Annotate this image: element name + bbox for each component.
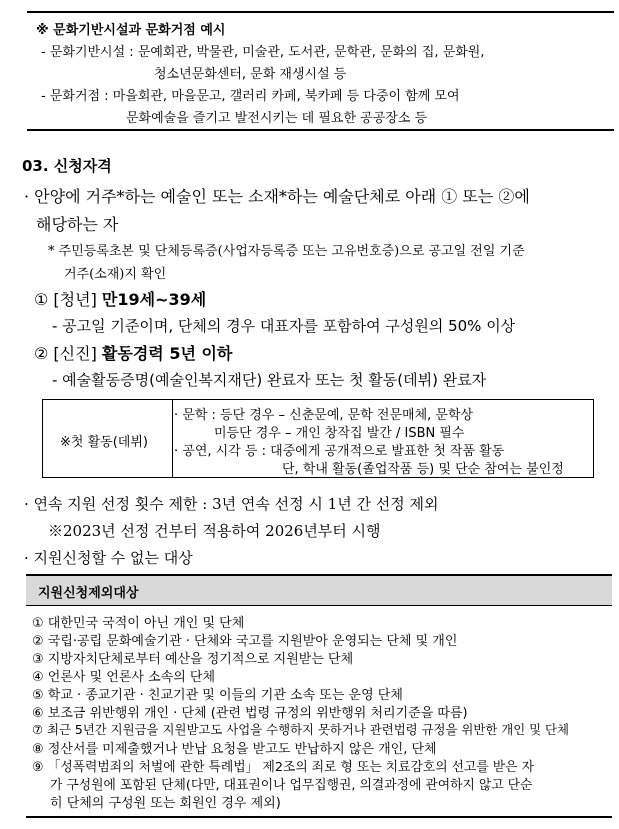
top-box-line: - 문화거점 : 마을회관, 마을문고, 갤러리 카페, 북카페 등 다중이 함께 모여	[41, 89, 460, 104]
eligibility-intro: · 안양에 거주*하는 예술인 또는 소재*하는 예술단체로 아래 ① 또는 ②에	[24, 187, 530, 206]
criteria-youth-label: ① [청년]	[34, 290, 102, 309]
exclusion-item-cont: 가 구성원에 포함된 단체(다만, 대표권이나 업무집행권, 의결과정에 관여하지 않고 단순	[50, 778, 533, 793]
top-box-rule-top	[27, 11, 614, 13]
selection-limit: · 연속 지원 선정 횟수 제한 : 3년 연속 선정 시 1년 간 선정 제외	[24, 495, 439, 513]
exclusion-item: ⑥ 보조금 위반행위 개인 · 단체 (관련 법령 규정의 위반행위 처리기준을 따름)	[32, 706, 468, 721]
section-title: 03. 신청자격	[22, 157, 112, 175]
top-box-line: 문화예술을 즐기고 발전시키는 데 필요한 공공장소 등	[126, 111, 428, 126]
criteria-youth	[34, 287, 206, 310]
debut-table-row: 미등단 경우 – 개인 창작집 발간 / ISBN 필수	[214, 426, 465, 441]
exclusion-header: 지원신청제외대상	[38, 586, 139, 601]
exclusion-item: ⑨ 「성폭력범죄의 처벌에 관한 특례법」 제2조의 죄로 형 또는 치료감호의 선고를 받은 자	[32, 760, 534, 775]
exclusion-item: ⑧ 정산서를 미제출했거나 반납 요청을 받고도 반납하지 않은 개인, 단체	[32, 742, 437, 757]
exclusion-header-rule	[26, 605, 612, 606]
exclusion-item: ③ 지방자치단체로부터 예산을 정기적으로 지원받는 단체	[32, 652, 354, 667]
residence-note-cont: 거주(소재)지 확인	[64, 267, 167, 282]
debut-table-divider	[172, 399, 173, 478]
eligibility-intro-cont: 해당하는 자	[36, 215, 119, 234]
debut-table-row: · 문학 : 등단 경우 – 신춘문예, 문학 전문매체, 문학상	[174, 408, 474, 423]
exclusion-item: ② 국립·공립 문화예술기관 · 단체와 국고를 지원받아 운영되는 단체 및 개인	[32, 634, 458, 649]
exclusion-item: ⑤ 학교 · 종교기관 · 친교기관 및 이들의 기관 소속 또는 운영 단체	[32, 688, 403, 703]
criteria-youth-age: 만19세~39세	[101, 290, 207, 309]
exclusion-item: ① 대한민국 국적이 아닌 개인 및 단체	[32, 616, 245, 631]
debut-table-row: 단, 학내 활동(졸업작품 등) 및 단순 참여는 불인정	[282, 462, 564, 477]
top-box-line: 청소년문화센터, 문화 재생시설 등	[154, 67, 347, 82]
residence-note: * 주민등록초본 및 단체등록증(사업자등록증 또는 고유번호증)으로 공고일 전일 기준	[48, 244, 525, 259]
exclusion-rule-bottom	[26, 816, 612, 818]
exclusion-item: ⑦ 최근 5년간 지원금을 지원받고도 사업을 수행하지 못하거나 관련법령 규정을 위반한 개인 및 단체	[32, 722, 569, 737]
debut-table-row: · 공연, 시각 등 : 대중에게 공개적으로 발표한 첫 작품 활동	[174, 444, 505, 459]
criteria-youth-detail: - 공고일 기준이며, 단체의 경우 대표자를 포함하여 구성원의 50% 이상	[52, 317, 516, 335]
debut-table-label: ※첫 활동(데뷔)	[60, 435, 148, 450]
criteria-emerging-label: ② [신진]	[34, 344, 102, 363]
criteria-emerging-detail: - 예술활동증명(예술인복지재단) 완료자 또는 첫 활동(데뷔) 완료자	[52, 371, 487, 389]
top-box-heading: ※ 문화기반시설과 문화거점 예시	[36, 23, 226, 38]
criteria-emerging	[34, 341, 232, 364]
top-box-rule-bottom	[27, 129, 614, 131]
exclusion-item-cont: 히 단체의 구성원 또는 회원인 경우 제외)	[50, 796, 281, 811]
ineligible-heading: · 지원신청할 수 없는 대상	[24, 549, 193, 567]
criteria-emerging-career: 활동경력 5년 이하	[101, 344, 233, 363]
selection-limit-note: ※2023년 선정 건부터 적용하여 2026년부터 시행	[48, 522, 381, 540]
top-box-line: - 문화기반시설 : 문예회관, 박물관, 미술관, 도서관, 문학관, 문화의 집, 문화원,	[41, 45, 485, 60]
exclusion-item: ④ 언론사 및 언론사 소속의 단체	[32, 670, 216, 685]
